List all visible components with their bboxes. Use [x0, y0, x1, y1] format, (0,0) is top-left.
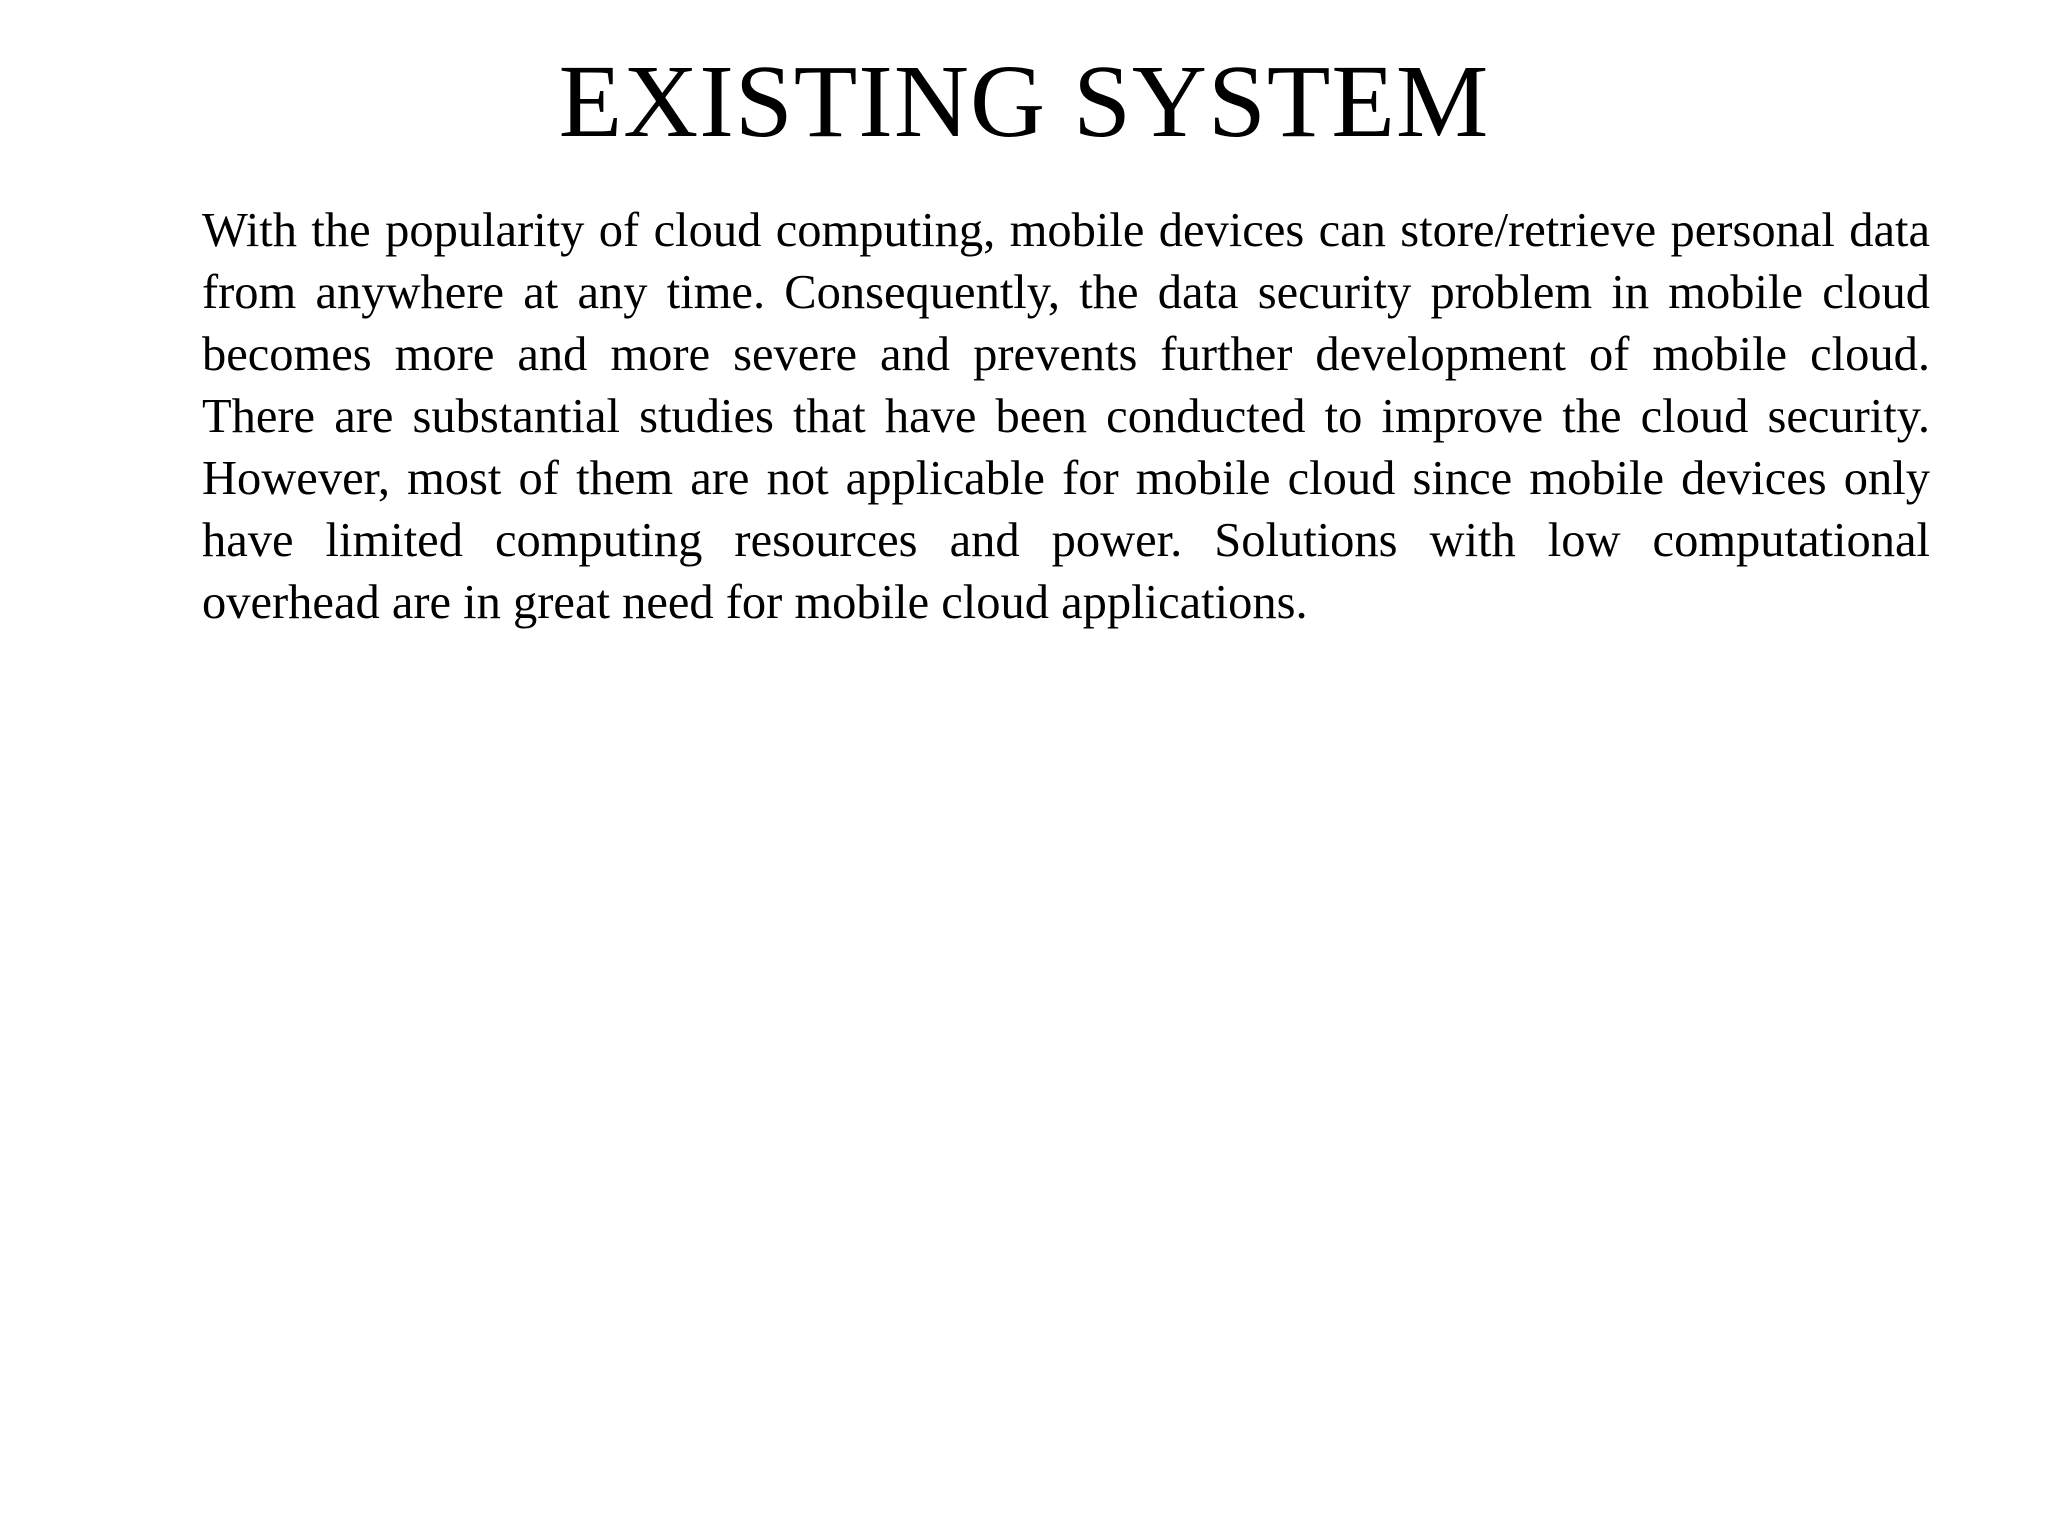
- slide-body-paragraph: With the popularity of cloud computing, mobile devices can store/retrieve personal data from anywhere at any time. Consequently, the data security problem in mobile cloud becomes more and more severe and prevents further development of mobile cloud. There are substantial studies that have been conducted to improve the cloud security. However, most of them are not applicable for mobile cloud since mobile devices only have limited computing resources and power. Solutions with low computational overhead are in great need for mobile cloud applications.: [202, 204, 1930, 629]
- slide-title: EXISTING SYSTEM: [558, 44, 1490, 159]
